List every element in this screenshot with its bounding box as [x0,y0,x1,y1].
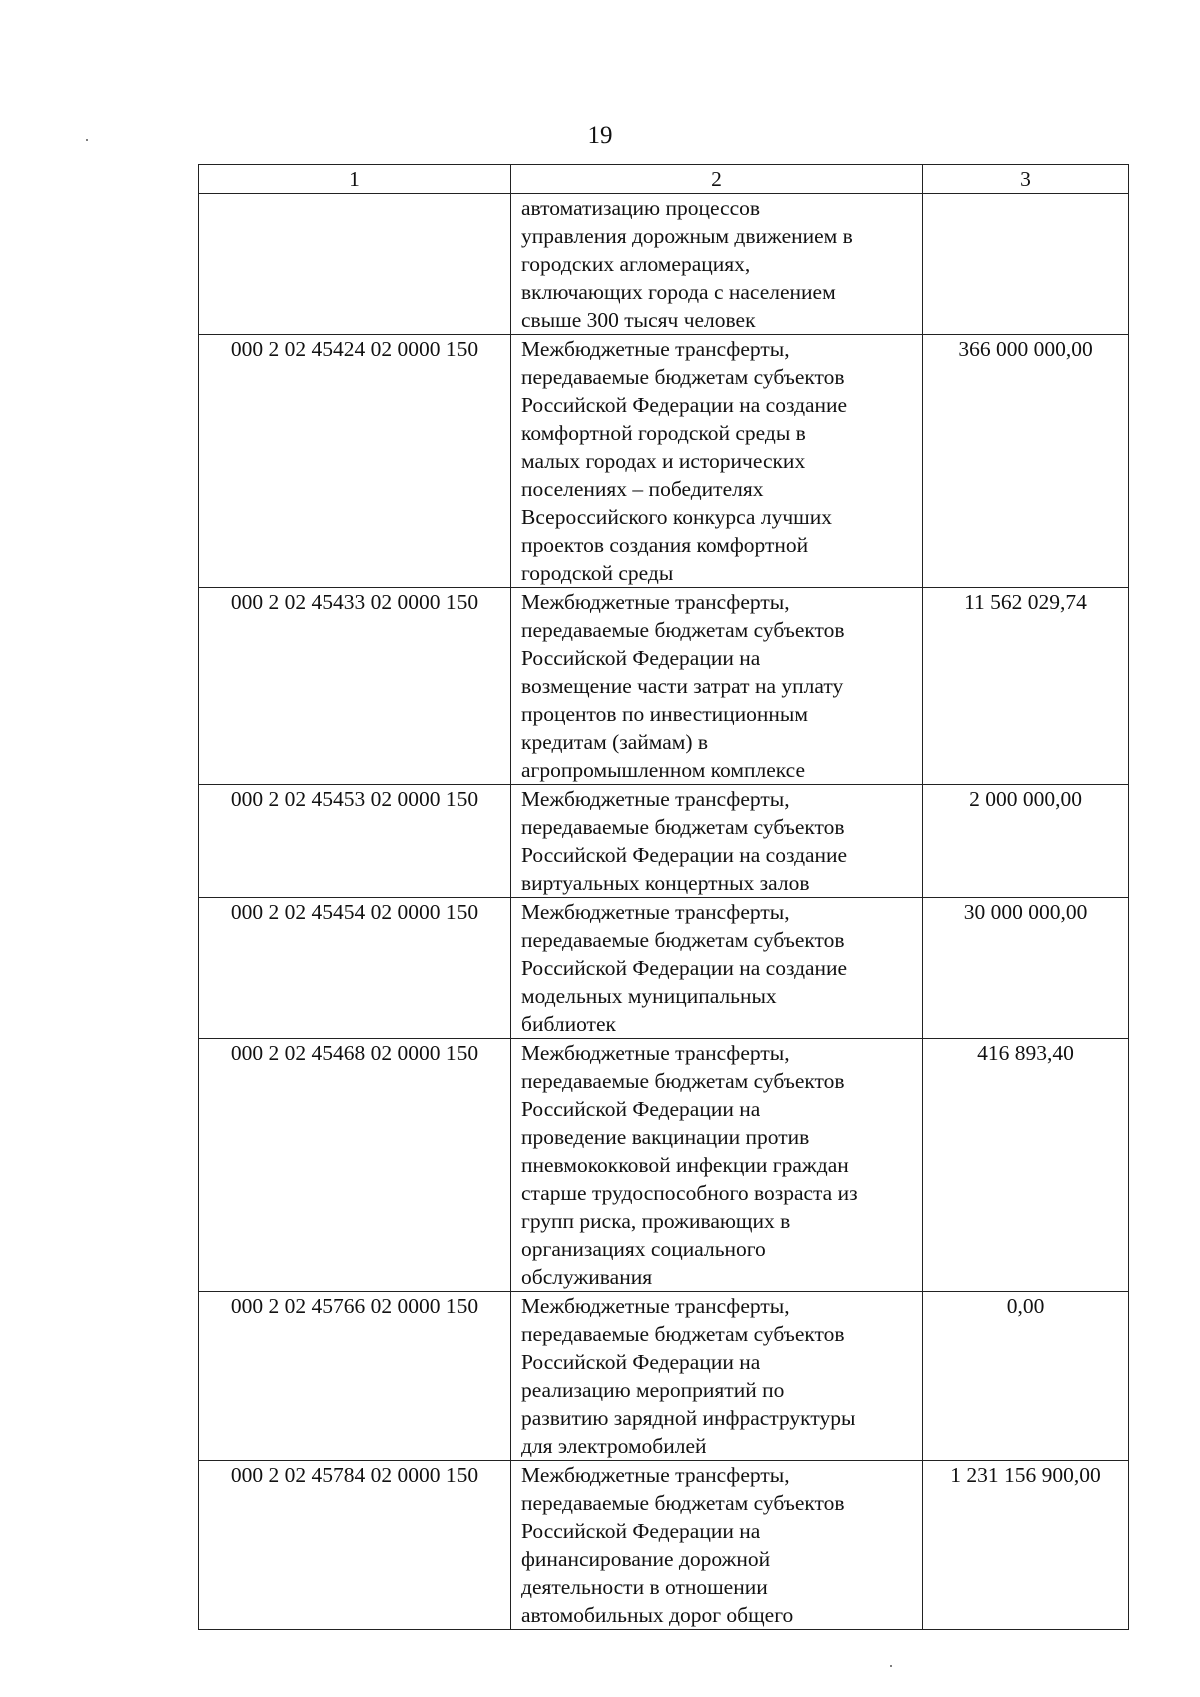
amount-cell [923,194,1129,335]
scan-speck [890,1665,892,1667]
table-row [199,335,1129,588]
table-row [199,1039,1129,1292]
budget-code-cell: 000 2 02 45454 02 0000 150 [199,898,511,1039]
description-cell: автоматизацию процессов управления дорожным движением в городских агломерациях, включающих города с населением свыше 300 тысяч человек [511,194,923,335]
scan-speck [86,139,88,141]
amount-cell: 30 000 000,00 [923,898,1129,1039]
budget-code-cell: 000 2 02 45468 02 0000 150 [199,1039,511,1292]
table-row [199,898,1129,1039]
table-row [199,1292,1129,1461]
description-cell: Межбюджетные трансферты, передаваемые бюджетам субъектов Российской Федерации на финансирование дорожной деятельности в отношении автомобильных дорог общего [511,1461,923,1630]
amount-cell: 2 000 000,00 [923,785,1129,898]
budget-code-cell: 000 2 02 45424 02 0000 150 [199,335,511,588]
budget-code-cell: 000 2 02 45433 02 0000 150 [199,588,511,785]
amount-cell: 11 562 029,74 [923,588,1129,785]
description-cell: Межбюджетные трансферты, передаваемые бюджетам субъектов Российской Федерации на реализацию мероприятий по развитию зарядной инфраструктуры для электромобилей [511,1292,923,1461]
budget-code-cell: 000 2 02 45766 02 0000 150 [199,1292,511,1461]
amount-cell: 1 231 156 900,00 [923,1461,1129,1630]
description-cell: Межбюджетные трансферты, передаваемые бюджетам субъектов Российской Федерации на создание комфортной городской среды в малых городах и исторических поселениях – победителях Всероссийского конкурса лучших проектов создания комфортной городской среды [511,335,923,588]
column-header-amount: 3 [923,165,1129,194]
table-row [199,785,1129,898]
table-row [199,194,1129,335]
header-row [199,165,1129,194]
page-number: 19 [587,122,613,149]
budget-code-cell: 000 2 02 45784 02 0000 150 [199,1461,511,1630]
column-header-description: 2 [511,165,923,194]
amount-cell: 366 000 000,00 [923,335,1129,588]
amount-cell: 416 893,40 [923,1039,1129,1292]
budget-code-cell: 000 2 02 45453 02 0000 150 [199,785,511,898]
table-body [199,194,1129,1630]
table-row [199,1461,1129,1630]
table-row [199,588,1129,785]
description-cell: Межбюджетные трансферты, передаваемые бюджетам субъектов Российской Федерации на создание модельных муниципальных библиотек [511,898,923,1039]
budget-code-cell [199,194,511,335]
column-header-code: 1 [199,165,511,194]
description-cell: Межбюджетные трансферты, передаваемые бюджетам субъектов Российской Федерации на создание виртуальных концертных залов [511,785,923,898]
amount-cell: 0,00 [923,1292,1129,1461]
table-header [199,165,1129,194]
description-cell: Межбюджетные трансферты, передаваемые бюджетам субъектов Российской Федерации на проведение вакцинации против пневмококковой инфекции граждан старше трудоспособного возраста из групп риска, проживающих в организациях социального обслуживания [511,1039,923,1292]
budget-table [198,164,1129,1630]
description-cell: Межбюджетные трансферты, передаваемые бюджетам субъектов Российской Федерации на возмещение части затрат на уплату процентов по инвестиционным кредитам (займам) в агропромышленном комплексе [511,588,923,785]
